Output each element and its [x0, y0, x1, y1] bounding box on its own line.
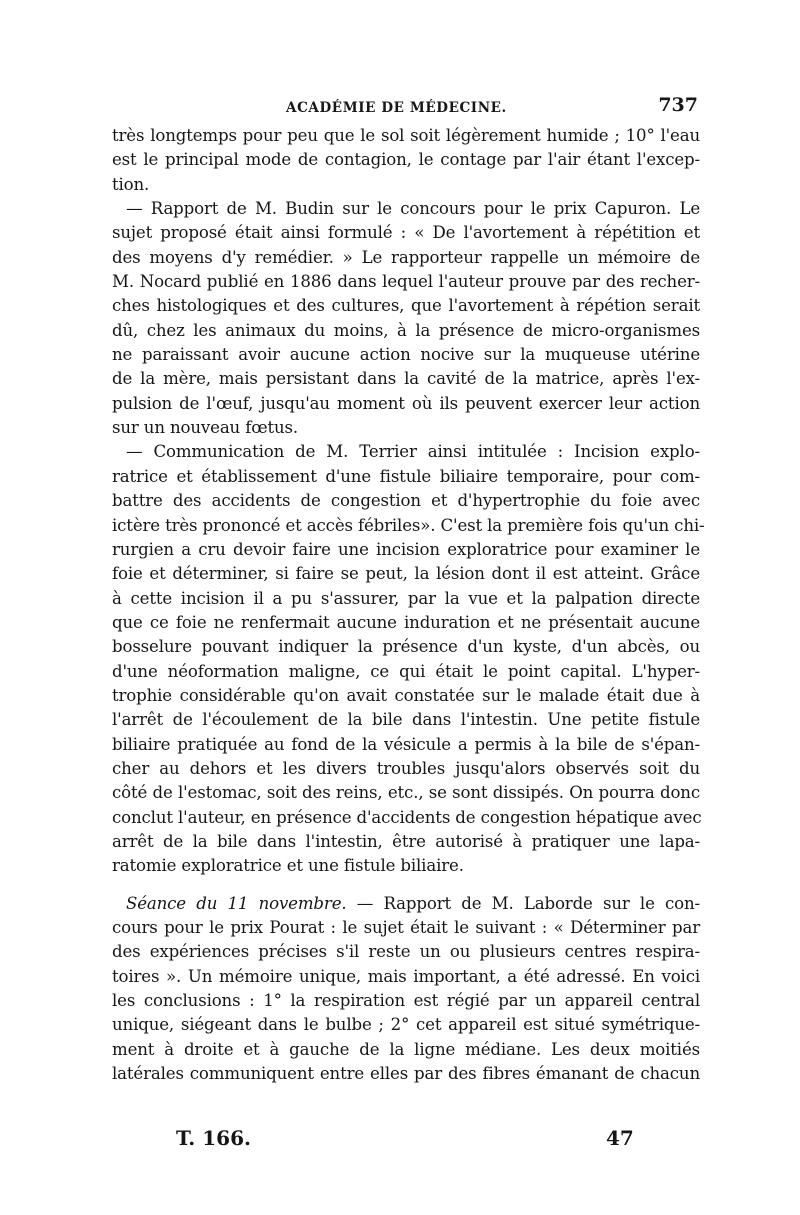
text-line: pulsion de l'œuf, jusqu'au moment où ils peuvent exercer leur action [112, 393, 700, 413]
page-number: 737 [658, 94, 698, 116]
printer-signature: T. 166. [176, 1126, 251, 1150]
text-line: tion. [112, 174, 150, 194]
session-heading-rest: — Rapport de M. Laborde sur le con- [346, 893, 700, 913]
text-line: ne paraissant avoir aucune action nocive sur la muqueuse utérine [112, 345, 700, 365]
text-line: conclut l'auteur, en présence d'accidents de congestion hépatique avec [112, 807, 702, 827]
text-line: ictère très prononcé et accès fébriles». C'est la première fois qu'un chi- [112, 515, 705, 535]
paragraph-gap [112, 879, 700, 892]
text-line: les conclusions : 1° la respiration est régié par un appareil central [112, 991, 700, 1011]
text-line: dû, chez les animaux du moins, à la présence de micro-organismes [112, 320, 700, 340]
text-line: cours pour le prix Pourat : le sujet était le suivant : « Déterminer par [112, 918, 700, 937]
text-line: sur un nouveau fœtus. [112, 418, 299, 438]
text-line: d'une néoformation maligne, ce qui était le point capital. L'hyper- [112, 661, 700, 681]
text-line: très longtemps pour peu que le sol soit légèrement humide ; 10° l'eau [112, 126, 700, 145]
text-line: biliaire pratiquée au fond de la vésicule a permis à la bile de s'épan- [112, 734, 700, 754]
text-line: de la mère, mais persistant dans la cavité de la matrice, après l'ex- [112, 369, 700, 389]
text-line: rurgien a cru devoir faire une incision exploratrice pour examiner le [112, 539, 700, 559]
book-page [112, 94, 705, 1166]
text-line: est le principal mode de contagion, le contage par l'air étant l'excep- [112, 150, 700, 170]
text-line: M. Nocard publié en 1886 dans lequel l'auteur prouve par des recher- [112, 272, 700, 292]
session-heading: Séance du 11 novembre. [126, 893, 347, 913]
text-line: des moyens d'y remédier. » Le rapporteur rappelle un mémoire de [112, 247, 700, 267]
text-line: des expériences précises s'il reste un ou plusieurs centres respira- [112, 942, 700, 962]
text-line: ches histologiques et des cultures, que l'avortement à répétion serait [112, 296, 700, 316]
text-line: arrêt de la bile dans l'intestin, être autorisé à pratiquer une lapa- [112, 831, 700, 851]
text-line: l'arrêt de l'écoulement de la bile dans l'intestin. Une petite fistule [112, 710, 700, 730]
text-line: bosselure pouvant indiquer la présence d'un kyste, d'un abcès, ou [112, 637, 700, 657]
text-line: côté de l'estomac, soit des reins, etc., se sont dissipés. On pourra donc [112, 783, 700, 803]
running-title: ACADÉMIE DE MÉDECINE. [286, 100, 507, 116]
session-heading-line [112, 892, 700, 916]
text-line: — Rapport de M. Budin sur le concours pour le prix Capuron. Le [126, 199, 700, 219]
text-line: à cette incision il a pu s'assurer, par la vue et la palpation directe [112, 588, 700, 608]
text-line: foie et déterminer, si faire se peut, la lésion dont il est atteint. Grâce [112, 564, 700, 584]
text-line: cher au dehors et les divers troubles jusqu'alors observés soit du [112, 758, 700, 778]
page-footer [112, 1126, 700, 1154]
text-line: sujet proposé était ainsi formulé : « De l'avortement à répétition et [112, 223, 700, 243]
text-line: toires ». Un mémoire unique, mais important, a été adressé. En voici [112, 966, 700, 986]
text-line: ratrice et établissement d'une fistule biliaire temporaire, pour com- [112, 466, 700, 486]
sheet-number: 47 [606, 1126, 634, 1150]
text-line: que ce foie ne renfermait aucune induration et ne présentait aucune [112, 612, 700, 632]
text-line: ratomie exploratrice et une fistule biliaire. [112, 856, 464, 876]
text-line: trophie considérable qu'on avait constatée sur le malade était due à [112, 685, 700, 705]
text-line: ment à droite et à gauche de la ligne médiane. Les deux moitiés [112, 1039, 700, 1059]
body-text [112, 124, 705, 1086]
text-line: battre des accidents de congestion et d'hypertrophie du foie avec [112, 491, 700, 511]
running-head [112, 96, 700, 120]
text-line: latérales communiquent entre elles par des fibres émanant de chacun [112, 1064, 700, 1084]
text-line: — Communication de M. Terrier ainsi intitulée : Incision explo- [126, 442, 700, 462]
text-line: unique, siégeant dans le bulbe ; 2° cet appareil est situé symétrique- [112, 1015, 700, 1035]
